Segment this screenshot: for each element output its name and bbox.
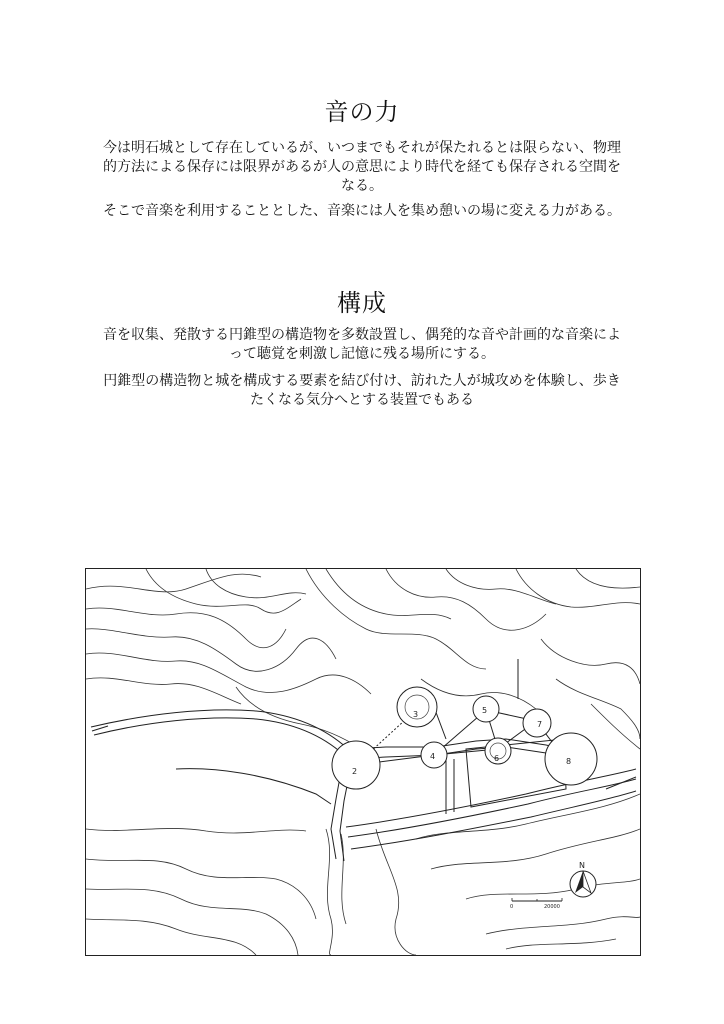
site-plan-map bbox=[85, 568, 641, 956]
scale-bar bbox=[510, 898, 562, 910]
node-8 bbox=[545, 733, 597, 785]
heading-power-of-sound: 音の力 bbox=[324, 98, 400, 126]
north-arrow-icon bbox=[570, 861, 596, 897]
paragraph-4: 円錐型の構造物と城を構成する要素を結び付け、訪れた人が城攻めを体験し、歩きたくなる気分へとする装置でもある bbox=[103, 373, 621, 408]
node-2 bbox=[332, 741, 380, 789]
node-5 bbox=[473, 696, 499, 722]
paragraph-2: そこで音楽を利用することとした、音楽には人を集め憩いの場に変える力がある。 bbox=[103, 203, 621, 219]
paragraph-3: 音を収集、発散する円錐型の構造物を多数設置し、偶発的な音や計画的な音楽によって聴覚を刺激し記憶に残る場所にする。 bbox=[103, 327, 621, 362]
node-4 bbox=[421, 742, 447, 768]
node-label-5: 5 bbox=[482, 706, 488, 715]
node-label-7: 7 bbox=[537, 720, 543, 729]
section-composition bbox=[0, 283, 724, 410]
heading-composition: 構成 bbox=[337, 289, 387, 317]
node-label-2: 2 bbox=[352, 767, 358, 776]
scale-end-label: 20000 bbox=[544, 904, 560, 910]
scale-start-label: 0 bbox=[510, 904, 514, 910]
node-label-3: 3 bbox=[413, 710, 419, 719]
north-label: N bbox=[579, 861, 585, 870]
node-7 bbox=[523, 709, 551, 737]
node-6 bbox=[485, 738, 511, 764]
paragraph-1: 今は明石城として存在しているが、いつまでもそれが保たれるとは限らない、物理的方法による保存には限界があるが人の意思により時代を経ても保存される空間をなる。 bbox=[103, 140, 621, 194]
node-label-4: 4 bbox=[430, 752, 436, 761]
node-label-8: 8 bbox=[566, 757, 572, 766]
section-power-of-sound bbox=[0, 92, 724, 221]
node-3 bbox=[397, 687, 437, 727]
node-label-6: 6 bbox=[494, 754, 500, 763]
